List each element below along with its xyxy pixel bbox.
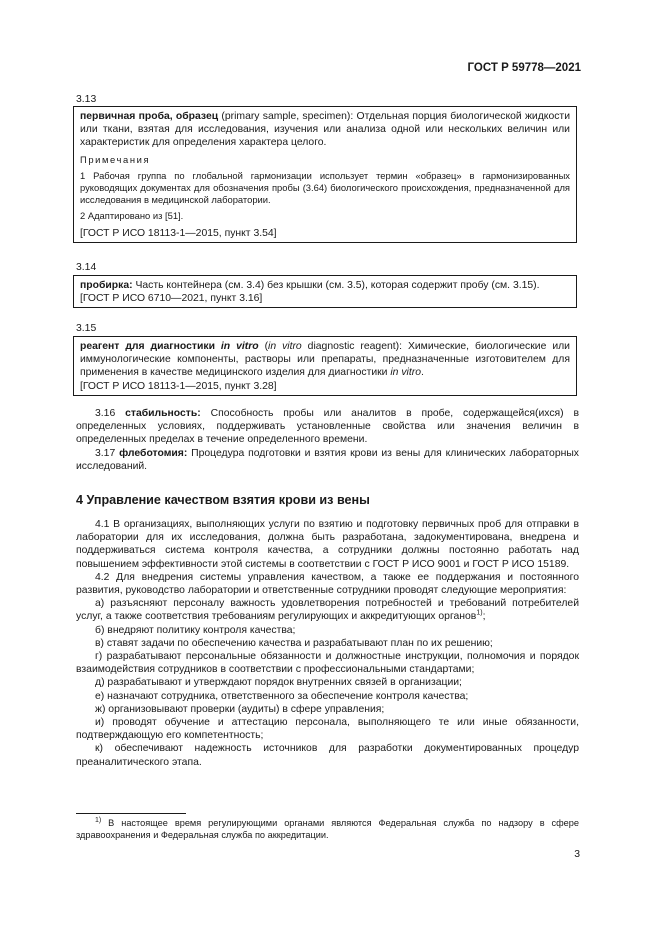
list-item-b: б) внедряют политику контроля качества;	[95, 624, 296, 636]
term-name: стабильность:	[125, 408, 201, 419]
term-name: первичная проба, образец	[80, 111, 219, 122]
standard-header: ГОСТ Р 59778—2021	[467, 62, 581, 74]
term-box-3-13	[73, 106, 577, 243]
term-box-3-14	[73, 275, 577, 308]
list-item-d: д) разрабатывают и утверждают порядок внутренних связей в организации;	[95, 677, 462, 689]
term-definition	[80, 340, 570, 380]
term-reference: [ГОСТ Р ИСО 6710—2021, пункт 3.16]	[80, 293, 263, 305]
list-item-e: е) назначают сотрудника, ответственного за обеспечение контроля качества;	[95, 690, 469, 702]
paren: (	[258, 341, 269, 352]
paragraph-4-1: 4.1 В организациях, выполняющих услуги по взятию и подготовку первичных проб для отправки в лаборатории для их исследования, должна быть разработана, задокументирована, внедрена и поддерживаться система контроля качества, а сотрудники должны постоянно работать над повышением эффективности этой системы в соответствии с ГОСТ Р ИСО 9001 и ГОСТ Р ИСО 15189.	[76, 519, 579, 570]
term-definition	[80, 110, 570, 150]
footnote-divider	[76, 813, 186, 814]
term-number-3-15: 3.15	[76, 323, 97, 334]
term-number-3-13: 3.13	[76, 94, 97, 105]
term-definition-text: (primary sample, specimen): Отдельная порция биологической жидкости или ткани, взятая для исследования, изучения или анализа одной или нескольких величин или характеристик для определения характера целого.	[80, 111, 570, 149]
term-3-16	[76, 407, 579, 447]
term-3-17	[76, 447, 579, 473]
footnote-ref: 1)	[476, 609, 483, 617]
term-number: 3.17	[95, 447, 116, 459]
term-definition-text: Способность пробы или аналитов в пробе, содержащейся(ихся) в определенных условиях, поддерживать установленные свойства или значения величин в определенных пределах в течение определенного времени.	[76, 408, 579, 446]
term-reference: [ГОСТ Р ИСО 18113-1—2015, пункт 3.54]	[80, 227, 277, 239]
footnote-mark: 1)	[95, 816, 102, 824]
term-box-3-15	[73, 336, 577, 396]
list-item-a	[76, 597, 579, 623]
italic-term: in vitro	[268, 341, 302, 352]
list-item-zh: ж) организовывают проверки (аудиты) в сфере управления;	[95, 703, 385, 715]
term-definition-text: Часть контейнера (см. 3.4) без крышки (см. 3.5), которая содержит пробу (см. 3.15).	[132, 280, 540, 291]
term-reference: [ГОСТ Р ИСО 18113-1—2015, пункт 3.28]	[80, 380, 277, 392]
period: .	[420, 367, 424, 379]
list-item-text: а) разъясняют персоналу важность удовлетворения потребностей и требований потребителей услуг, а также соответствия требованиям регулирующих и аккредитующих органов	[76, 598, 579, 623]
section-4-body	[76, 518, 579, 769]
footnote-text: В настоящее время регулирующими органами являются Федеральная служба по надзору в сфере здравоохранения и Федеральная служба по аккредитации.	[76, 818, 579, 840]
note-2: 2 Адаптировано из [51].	[80, 210, 184, 222]
list-item-k: к) обеспечивают надежность источников для разработки документированных процедур преаналитического этапа.	[76, 743, 579, 768]
note-1: 1 Рабочая группа по глобальной гармонизации использует термин «образец» в гармонизированных руководящих документах для обозначения пробы (3.64) биологического происхождения, предназначенной для исследования в медицинской лаборатории.	[80, 169, 570, 206]
italic-term: in vitro	[390, 367, 421, 379]
term-name-italic: in vitro	[220, 341, 259, 352]
term-name: реагент для диагностики	[80, 341, 215, 352]
list-item-v: в) ставят задачи по обеспечению качества и разрабатывают план по их решению;	[95, 637, 493, 649]
term-definition-text: diagnostic reagent): Химические, биологические или иммунологические компоненты, растворы или препараты, предназначенные изготовителем для применения в качестве медицинского изделия для диагностики	[80, 341, 570, 379]
list-item-i: и) проводят обучение и аттестацию персонала, выполняющего те или иные обязанности, подтверждающую его компетентность;	[76, 717, 579, 742]
term-name: флеботомия:	[119, 447, 188, 459]
term-number: 3.16	[95, 408, 116, 419]
section-4-title: 4 Управление качеством взятия крови из вены	[76, 493, 370, 507]
page-number: 3	[574, 849, 580, 860]
list-item-end: ;	[482, 611, 486, 623]
notes-title: Примечания	[80, 153, 151, 165]
paragraph-4-2: 4.2 Для внедрения системы управления качеством, а также ее поддержания и постоянного развития, руководство лаборатории и ответственные сотрудники проводят следующие мероприятия:	[76, 571, 579, 597]
term-number-3-14: 3.14	[76, 262, 97, 273]
term-name: пробирка:	[80, 280, 133, 291]
term-definition-text: Процедура подготовки и взятия крови из вены для клинических лабораторных исследований.	[76, 447, 579, 472]
list-item-g: г) разрабатывают персональные обязанности и должностные инструкции, полномочия и порядок взаимодействия сотрудников в соответствии с профессиональными стандартами;	[76, 651, 579, 676]
term-definition	[80, 279, 570, 292]
terms-3-16-3-17	[76, 407, 579, 473]
footnote	[76, 817, 579, 841]
